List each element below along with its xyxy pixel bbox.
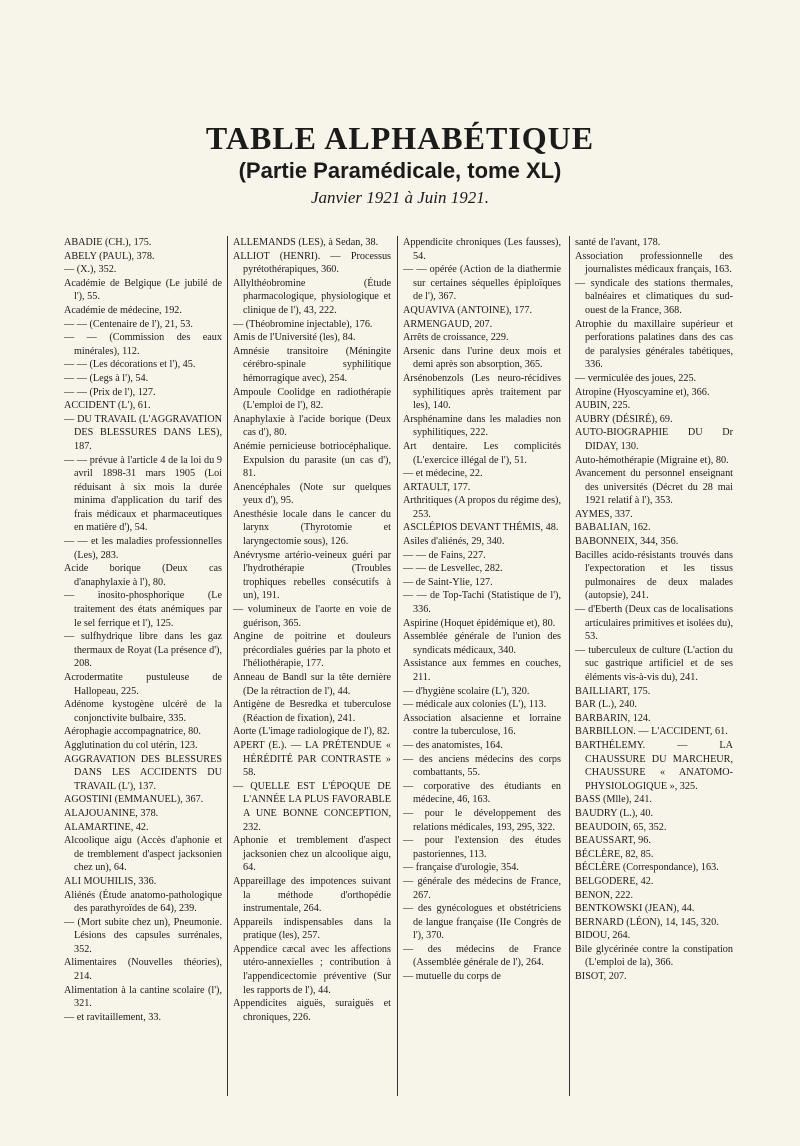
index-entry: — corporative des étudiants en médecine, 46, 163.: [403, 780, 561, 806]
index-entry: Amnésie transitoire (Méningite cérébro-spinale syphilitique hémorragique avec), 254.: [233, 345, 391, 384]
index-entry: Amis de l'Université (les), 84.: [233, 332, 356, 344]
index-entry: Anencéphales (Note sur quelques yeux d'), 95.: [233, 481, 391, 507]
index-entry: — pour le développement des relations médicales, 193, 295, 322.: [403, 807, 561, 833]
index-entry: ARMENGAUD, 207.: [403, 318, 493, 330]
index-entry: — — (Legs à l'), 54.: [64, 372, 149, 384]
index-entry: Avancement du personnel enseignant des universités (Décret du 28 mai 1921 relatif à l'), 353.: [575, 468, 733, 507]
index-entry: — pour l'extension des études pastoriennes, 113.: [403, 835, 561, 860]
index-entry: BÉCLÈRE (Correspondance), 163.: [575, 862, 719, 874]
index-entry: — et ravitaillement, 33.: [64, 1011, 162, 1023]
index-entry: Association professionnelle des journalistes médicaux français, 163.: [575, 250, 733, 276]
column-divider: [227, 236, 228, 1096]
index-entry: — (X.), 352.: [64, 264, 117, 276]
index-entry: Auto-hémothérapie (Migraine et), 80.: [575, 454, 729, 466]
index-entry: BISOT, 207.: [575, 971, 627, 983]
index-entry: ALLEMANDS (LES), à Sedan, 38.: [233, 237, 379, 248]
index-entry: — — (Les décorations et l'), 45.: [64, 359, 196, 371]
index-entry: Anesthésie locale dans le cancer du larynx (Thyrotomie et laryngectomie sous), 126.: [233, 508, 391, 548]
index-entry: ALAJOUANINE, 378.: [64, 807, 159, 819]
index-entry: BERNARD (LÉON), 14, 145, 320.: [575, 916, 719, 928]
index-entry: BABONNEIX, 344, 356.: [575, 536, 679, 548]
index-entry: Acide borique (Deux cas d'anaphylaxie à l'), 80.: [64, 563, 222, 588]
index-entry: BAR (L.), 240.: [575, 699, 637, 711]
index-entry: — — (Commission des eaux minérales), 112.: [64, 332, 222, 357]
column-divider: [569, 236, 570, 1096]
index-entry: Arsphénamine dans les maladies non syphilitiques, 222.: [403, 413, 561, 439]
index-entry: — — de Fains, 227.: [403, 549, 486, 561]
index-entry: — — prévue à l'article 4 de la loi du 9 avril 1898-31 mars 1905 (Loi réduisant à six mois la durée minima d'application du tarif des frais médicaux et pharmaceutiques en matière d'), 54.: [64, 454, 222, 534]
index-entry: Art dentaire. Les complicités (L'exercice illégal de l'), 51.: [403, 440, 561, 466]
index-entry: — inosito-phosphorique (Le traitement des états anémiques par le sel ferrique et l'), 125.: [64, 590, 222, 629]
index-entry: Asiles d'aliénés, 29, 340.: [403, 536, 505, 548]
index-entry: — — de Lesvellec, 282.: [403, 563, 503, 575]
index-entry: BAUDRY (L.), 40.: [575, 807, 654, 819]
index-entry: santé de l'avant, 178.: [575, 237, 661, 248]
index-entry: Aspirine (Hoquet épidémique et), 80.: [403, 617, 556, 629]
index-entry: Alimentaires (Nouvelles théories), 214.: [64, 957, 222, 983]
index-entry: Académie de Belgique (Le jubilé de l'), 55.: [64, 277, 222, 303]
index-entry: Aérophagie accompagnatrice, 80.: [64, 726, 201, 738]
index-entry: APERT (E.). — LA PRÉTENDUE « HÉRÉDITÉ PAR CONTRASTE » 58.: [233, 739, 391, 779]
index-entry: BARBARIN, 124.: [575, 712, 651, 724]
index-entry: — volumineux de l'aorte en voie de guérison, 365.: [233, 604, 391, 629]
index-column-3: [403, 236, 561, 984]
index-entry: Agglutination du col utérin, 123.: [64, 739, 198, 751]
index-entry: BARBILLON. — L'ACCIDENT, 61.: [575, 726, 728, 738]
index-entry: AGOSTINI (EMMANUEL), 367.: [64, 794, 204, 806]
index-entry: AUBRY (DÉSIRÉ), 69.: [575, 413, 673, 425]
index-entry: — médicale aux colonies (L'), 113.: [403, 699, 547, 711]
index-column-2: [233, 236, 391, 1024]
index-entry: Anaphylaxie à l'acide borique (Deux cas d'), 80.: [233, 413, 391, 439]
index-entry: — — et les maladies professionnelles (Les), 283.: [64, 536, 222, 561]
index-entry: — des médecins de France (Assemblée générale de l'), 264.: [403, 943, 561, 969]
index-entry: Alimentation à la cantine scolaire (l'), 321.: [64, 984, 222, 1010]
index-entry: — QUELLE EST L'ÉPOQUE DE L'ANNÉE LA PLUS FAVORABLE A UNE BONNE CONCEPTION, 232.: [233, 780, 391, 833]
index-entry: Bile glycérinée contre la constipation (L'emploi de la), 366.: [575, 943, 733, 969]
index-entry: — tuberculeux de culture (L'action du suc gastrique artificiel et de ses éléments vis-à-vis du), 241.: [575, 644, 733, 683]
index-entry: Aliénés (Étude anatomo-pathologique des parathyroïdes de 64), 239.: [64, 889, 222, 915]
index-entry: Assemblée générale de l'union des syndicats médicaux, 340.: [403, 631, 561, 656]
index-entry: Appendicite chroniques (Les fausses), 54.: [403, 237, 561, 262]
index-entry: Arsenic dans l'urine deux mois et demi après son absorption, 365.: [403, 345, 561, 371]
index-entry: — — (Prix de l'), 127.: [64, 386, 156, 398]
index-column-1: [64, 236, 222, 1024]
index-entry: Appendice cæcal avec les affections utéro-annexielles ; contribution à l'appendicectomie préventive (Sur les rapports de l'), 44.: [233, 943, 391, 996]
index-entry: BEAUSSART, 96.: [575, 835, 651, 847]
index-entry: ABADIE (CH.), 175.: [64, 237, 152, 248]
index-column-4: [575, 236, 733, 984]
index-entry: — des anatomistes, 164.: [403, 739, 503, 751]
index-entry: BEAUDOIN, 65, 352.: [575, 821, 667, 833]
index-entry: — DU TRAVAIL (L'AGGRAVATION DES BLESSURES DANS LES), 187.: [64, 413, 222, 452]
index-entry: Angine de poitrine et douleurs précordiales guéries par la photo et l'héliothérapie, 177.: [233, 631, 391, 670]
index-entry: — et médecine, 22.: [403, 468, 483, 480]
index-entry: — vermiculée des joues, 225.: [575, 372, 697, 384]
index-entry: — d'Eberth (Deux cas de localisations articulaires primitives et isolées du), 53.: [575, 604, 733, 643]
index-entry: — sulfhydrique libre dans les gaz thermaux de Royat (La présence d'), 208.: [64, 631, 222, 670]
index-entry: BÉCLÈRE, 82, 85.: [575, 848, 654, 860]
index-entry: AYMES, 337.: [575, 508, 633, 520]
index-entry: Académie de médecine, 192.: [64, 304, 182, 316]
index-entry: ALLIOT (HENRI). — Processus pyrétothérapiques, 360.: [233, 250, 391, 276]
index-entry: Ampoule Coolidge en radiothérapie (L'emploi de l'), 82.: [233, 386, 391, 412]
index-entry: Anneau de Bandl sur la tête dernière (De la rétraction de l'), 44.: [233, 672, 391, 697]
page-title: TABLE ALPHABÉTIQUE: [205, 120, 595, 156]
index-entry: — générale des médecins de France, 267.: [403, 875, 561, 901]
index-entry: — (Mort subite chez un), Pneumonie. Lésions des capsules surrénales, 352.: [64, 916, 222, 955]
index-entry: BIDOU, 264.: [575, 930, 631, 942]
index-entry: ACCIDENT (L'), 61.: [64, 400, 151, 412]
index-entry: Allylthéobromine (Étude pharmacologique, physiologique et clinique de l'), 43, 222.: [233, 277, 391, 316]
index-entry: — mutuelle du corps de: [403, 971, 501, 983]
index-entry: Acrodermatite pustuleuse de Hallopeau, 225.: [64, 672, 222, 697]
index-entry: Bacilles acido-résistants trouvés dans l'expectoration et les tissus pulmonaires de deux malades (autopsie), 241.: [575, 549, 733, 602]
index-entry: — des gynécologues et obstétriciens de langue française (IIe Congrès de l'), 370.: [403, 903, 561, 942]
index-entry: — — opérée (Action de la diathermie sur certaines séquelles épiploïques de l'), 367.: [403, 264, 561, 303]
index-entry: Adénome kystogène ulcéré de la conjonctivite bulbaire, 335.: [64, 699, 222, 724]
index-entry: BELGODERE, 42.: [575, 875, 654, 887]
index-entry: Anévrysme artério-veineux guéri par l'hydrothérapie (Troubles trophiques rebelles consécutifs à un), 191.: [233, 549, 391, 602]
index-entry: BAILLIART, 175.: [575, 685, 651, 697]
index-entry: Association alsacienne et lorraine contre la tuberculose, 16.: [403, 712, 561, 738]
column-divider: [397, 236, 398, 1096]
index-entry: — — (Centenaire de l'), 21, 53.: [64, 318, 193, 330]
index-entry: Appareils indispensables dans la pratique (les), 257.: [233, 916, 391, 942]
index-entry: Arrêts de croissance, 229.: [403, 332, 509, 344]
index-entry: Assistance aux femmes en couches, 211.: [403, 658, 561, 683]
index-entry: Aorte (L'image radiologique de l'), 82.: [233, 726, 390, 738]
index-entry: Atrophie du maxillaire supérieur et perforations palatines dans des cas de paralysies générales tabétiques, 336.: [575, 318, 733, 371]
index-entry: Arsénobenzols (Les neuro-récidives syphilitiques après traitement par les), 140.: [403, 372, 561, 412]
index-entry: Anémie pernicieuse botriocéphalique. Expulsion du parasite (un cas d'), 81.: [233, 440, 391, 480]
index-entry: ARTAULT, 177.: [403, 481, 471, 493]
index-entry: Atropine (Hyoscyamine et), 366.: [575, 386, 710, 398]
index-entry: AQUAVIVA (ANTOINE), 177.: [403, 304, 533, 316]
index-entry: — — de Top-Tachi (Statistique de l'), 336.: [403, 590, 561, 616]
index-entry: — (Théobromine injectable), 176.: [233, 318, 373, 330]
index-entry: AGGRAVATION DES BLESSURES DANS LES ACCIDENTS DU TRAVAIL (L'), 137.: [64, 753, 222, 792]
index-entry: BASS (Mlle), 241.: [575, 794, 652, 806]
index-entry: Antigène de Besredka et tuberculose (Réaction de fixation), 241.: [233, 699, 391, 724]
index-entry: BARTHÉLEMY. — LA CHAUSSURE DU MARCHEUR, CHAUSSURE « ANATOMO-PHYSIOLOGIQUE », 325.: [575, 739, 733, 792]
index-entry: — syndicale des stations thermales, balnéaires et climatiques du sud-ouest de la France, 368.: [575, 277, 733, 316]
index-entry: Appareillage des impotences suivant la méthode d'orthopédie instrumentale, 264.: [233, 875, 391, 915]
index-entry: — des anciens médecins des corps combattants, 55.: [403, 753, 561, 779]
index-entry: — d'hygiène scolaire (L'), 320.: [403, 685, 530, 697]
index-entry: — française d'urologie, 354.: [403, 862, 519, 874]
index-entry: ALI MOUHILIS, 336.: [64, 875, 157, 887]
index-entry: AUBIN, 225.: [575, 400, 631, 412]
index-entry: BABALIAN, 162.: [575, 522, 651, 534]
index-entry: ASCLÉPIOS DEVANT THÉMIS, 48.: [403, 522, 559, 534]
index-entry: AUTO-BIOGRAPHIE DU Dr DIDAY, 130.: [575, 427, 733, 452]
index-entry: BENTKOWSKI (JEAN), 44.: [575, 903, 695, 915]
index-entry: Alcoolique aigu (Accès d'aphonie et de tremblement d'aspect jacksonien chez un), 64.: [64, 835, 222, 874]
index-entry: ALAMARTINE, 42.: [64, 821, 149, 833]
index-entry: Aphonie et tremblement d'aspect jacksonien chez un alcoolique aigu, 64.: [233, 835, 391, 874]
index-entry: — de Saint-Ylie, 127.: [403, 576, 493, 588]
page-dateline: Janvier 1921 à Juin 1921.: [311, 188, 489, 207]
index-entry: ABELY (PAUL), 378.: [64, 250, 155, 262]
index-entry: Arthritiques (A propos du régime des), 253.: [403, 495, 561, 520]
index-entry: Appendicites aiguës, suraiguës et chroniques, 226.: [233, 998, 391, 1023]
page-subtitle: (Partie Paramédicale, tome XL): [238, 158, 562, 183]
index-entry: BENON, 222.: [575, 889, 634, 901]
